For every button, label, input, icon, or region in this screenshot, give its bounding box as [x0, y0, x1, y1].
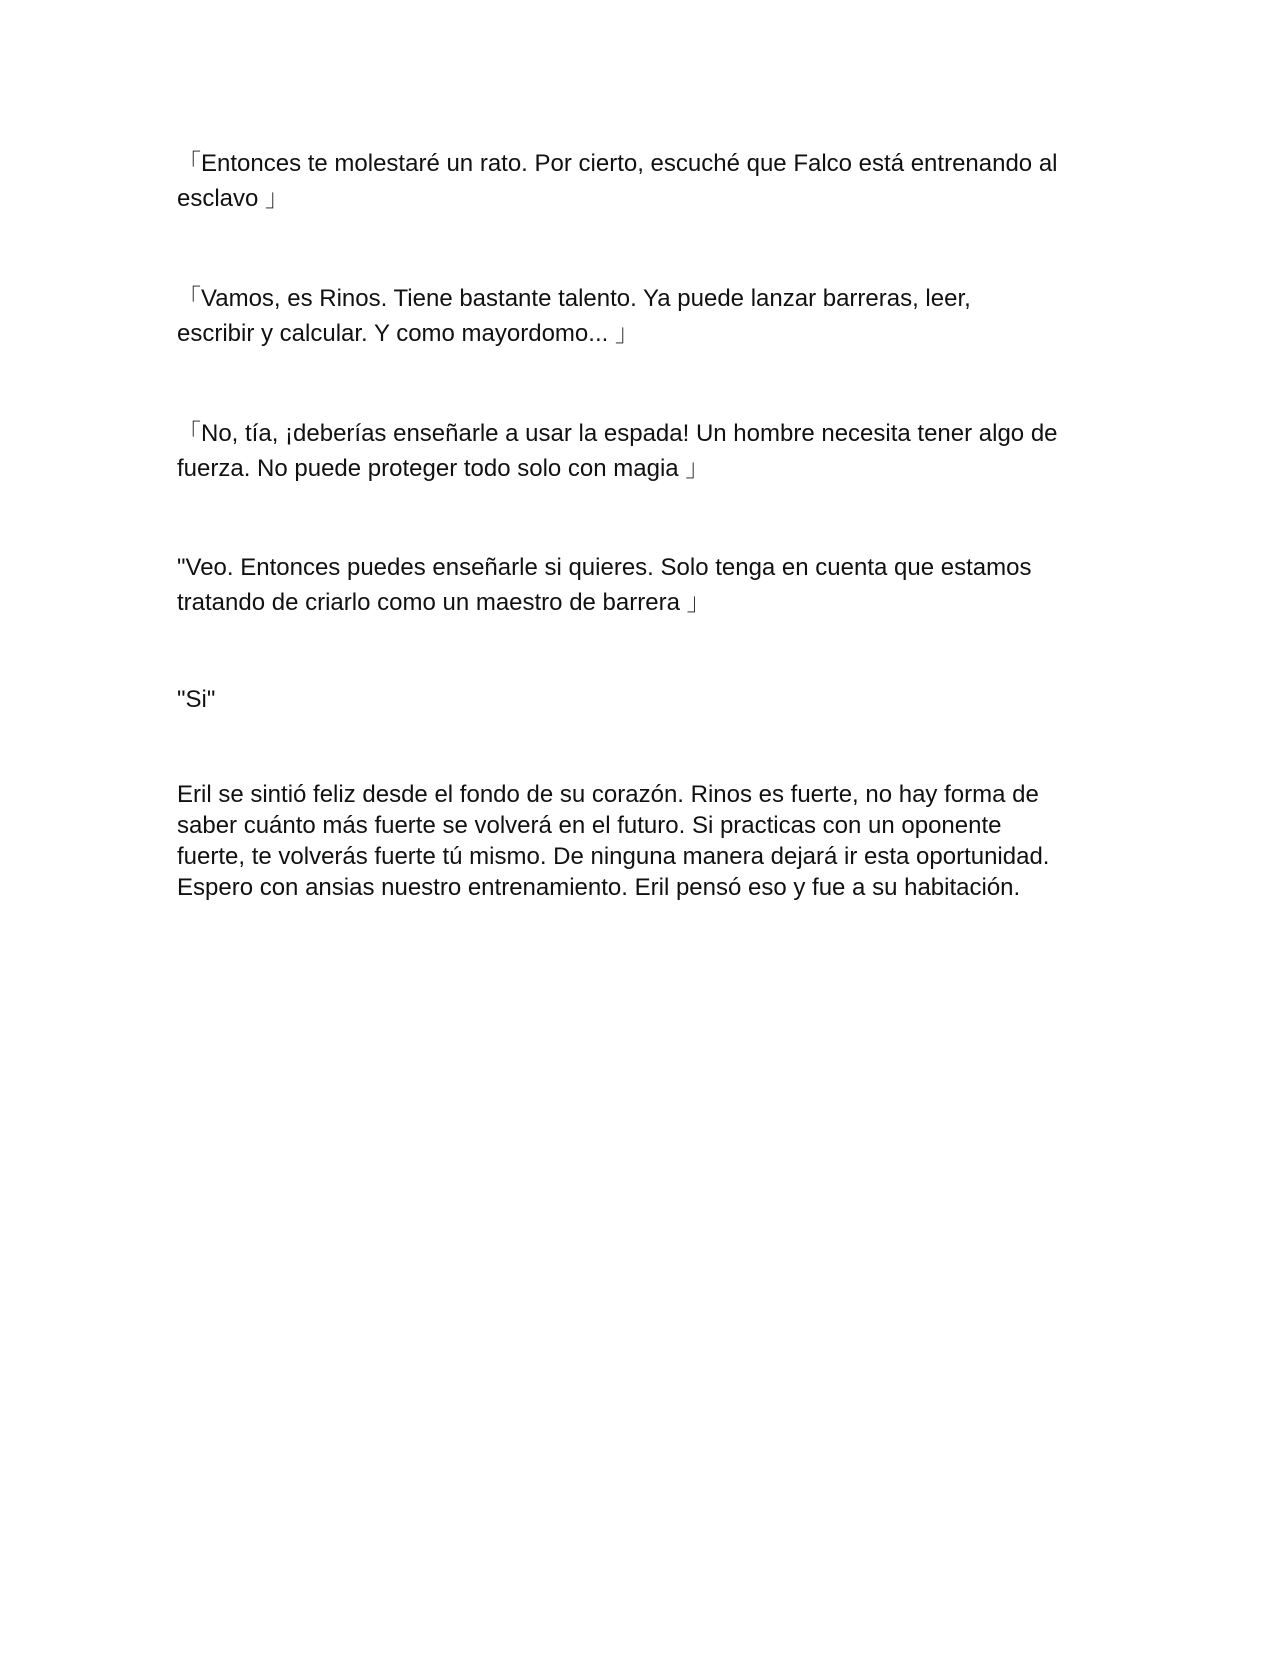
dialogue-paragraph: "Si" [177, 686, 216, 713]
dialogue-paragraph: 「Entonces te molestaré un rato. Por cierto, escuché que Falco está entrenando al esclavo 」 [177, 150, 1058, 212]
narrative-paragraph: Eril se sintió feliz desde el fondo de su corazón. Rinos es fuerte, no hay forma de saber cuánto más fuerte se volverá en el futuro. Si practicas con un oponente fuerte, te volverás fuerte tú mismo. De ninguna manera dejará ir esta oportunidad. Espero con ansias nuestro entrenamiento. Eril pensó eso y fue a su habitación. [177, 781, 1050, 901]
dialogue-paragraph: 「No, tía, ¡deberías enseñarle a usar la espada! Un hombre necesita tener algo de fuerza. No puede proteger todo solo con magia 」 [177, 420, 1058, 482]
dialogue-paragraph: 「Vamos, es Rinos. Tiene bastante talento. Ya puede lanzar barreras, leer, escribir y calcular. Y como mayordomo... 」 [177, 285, 971, 347]
dialogue-paragraph: "Veo. Entonces puedes enseñarle si quieres. Solo tenga en cuenta que estamos tratando de criarlo como un maestro de barrera 」 [177, 554, 1032, 616]
